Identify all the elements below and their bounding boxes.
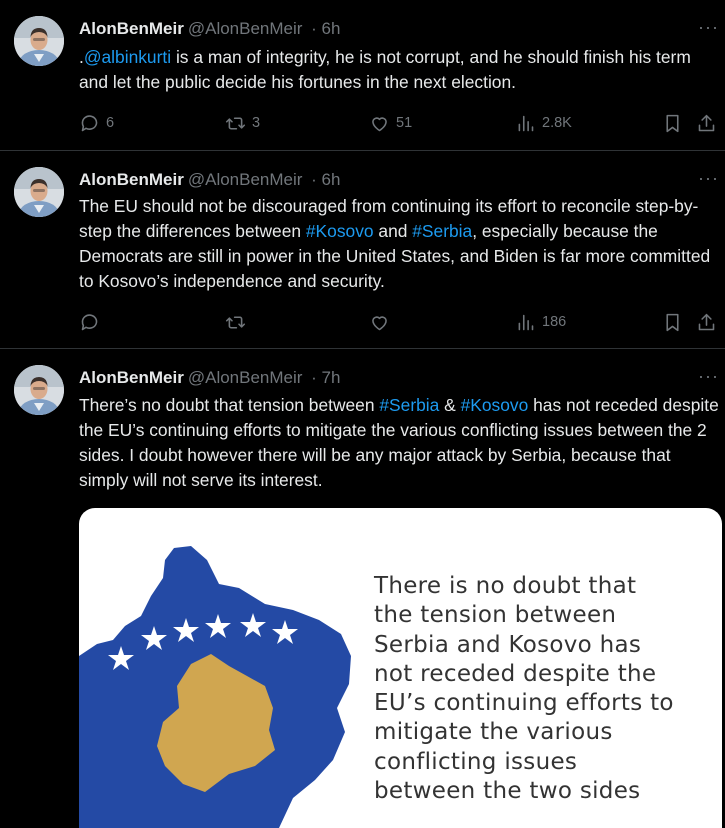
author-handle[interactable]: @AlonBenMeir — [187, 19, 303, 38]
tweet-header — [79, 169, 340, 191]
views-icon — [515, 113, 536, 134]
views-icon — [515, 312, 536, 333]
tweet-text: There’s no doubt that tension between #Serbia & #Kosovo has not receded despite the EU’s continuing efforts to mitigate the various conflicting issues between the 2 sides. I doubt however there will be any major attack by Serbia, because that simply will not serve its interest. — [79, 395, 719, 490]
tweet[interactable] — [0, 349, 725, 805]
like-button[interactable]: 51 — [369, 110, 412, 136]
repost-button[interactable]: 3 — [225, 110, 260, 136]
tweet-actions — [79, 309, 725, 335]
repost-button[interactable] — [225, 309, 246, 335]
kosovo-flag-map-image — [79, 508, 369, 828]
tweet-image[interactable] — [79, 508, 722, 828]
tweet-actions — [79, 110, 725, 136]
reply-icon — [79, 312, 100, 333]
author-handle[interactable]: @AlonBenMeir — [187, 170, 303, 189]
views-button[interactable]: 186 — [515, 309, 566, 335]
bookmark-button[interactable] — [662, 110, 683, 136]
share-icon — [696, 312, 717, 333]
hashtag-link[interactable]: #Kosovo — [305, 221, 374, 241]
tweet-text: .@albinkurti is a man of integrity, he is not corrupt, and he should finish his term and let the public decide his fortunes in the next election. — [79, 47, 691, 92]
hashtag-link[interactable]: #Kosovo — [460, 395, 529, 415]
repost-icon — [225, 113, 246, 134]
author-handle[interactable]: @AlonBenMeir — [187, 368, 303, 387]
tweet-text: The EU should not be discouraged from continuing its effort to reconcile step-by-step the differences between #Kosovo and #Serbia, especially because the Democrats are still in power in the United States, and Biden is far more committed to Kosovo’s independence and security. — [79, 196, 711, 291]
avatar[interactable] — [14, 167, 64, 217]
bookmark-icon — [662, 113, 683, 134]
like-icon — [369, 113, 390, 134]
tweet-time[interactable]: · 6h — [311, 170, 341, 189]
like-icon — [369, 312, 390, 333]
bookmark-icon — [662, 312, 683, 333]
bookmark-button[interactable] — [662, 309, 683, 335]
tweet[interactable] — [0, 0, 725, 151]
share-button[interactable] — [696, 110, 717, 136]
tweet-header — [79, 18, 340, 40]
share-button[interactable] — [696, 309, 717, 335]
like-button[interactable] — [369, 309, 390, 335]
author-name[interactable]: AlonBenMeir — [79, 170, 184, 189]
author-name[interactable]: AlonBenMeir — [79, 19, 184, 38]
reply-button[interactable]: 6 — [79, 110, 114, 136]
tweet[interactable] — [0, 151, 725, 349]
hashtag-link[interactable]: #Serbia — [412, 221, 473, 241]
author-name[interactable]: AlonBenMeir — [79, 368, 184, 387]
more-icon[interactable]: ··· — [698, 17, 719, 37]
tweet-time[interactable]: · 6h — [311, 19, 341, 38]
image-caption: There is no doubt that the tension between Serbia and Kosovo has not receded despite the EU’s continuing efforts to mitigate the various conflicting issues between the two sides — [374, 573, 674, 805]
reply-icon — [79, 113, 100, 134]
more-icon[interactable]: ··· — [698, 168, 719, 188]
tweet-time[interactable]: · 7h — [311, 368, 341, 387]
avatar[interactable] — [14, 16, 64, 66]
views-button[interactable]: 2.8K — [515, 110, 572, 136]
tweet-header — [79, 367, 340, 389]
repost-icon — [225, 312, 246, 333]
hashtag-link[interactable]: #Serbia — [379, 395, 440, 415]
more-icon[interactable]: ··· — [698, 366, 719, 386]
mention-link[interactable]: @albinkurti — [83, 47, 172, 67]
avatar[interactable] — [14, 365, 64, 415]
share-icon — [696, 113, 717, 134]
reply-button[interactable] — [79, 309, 100, 335]
